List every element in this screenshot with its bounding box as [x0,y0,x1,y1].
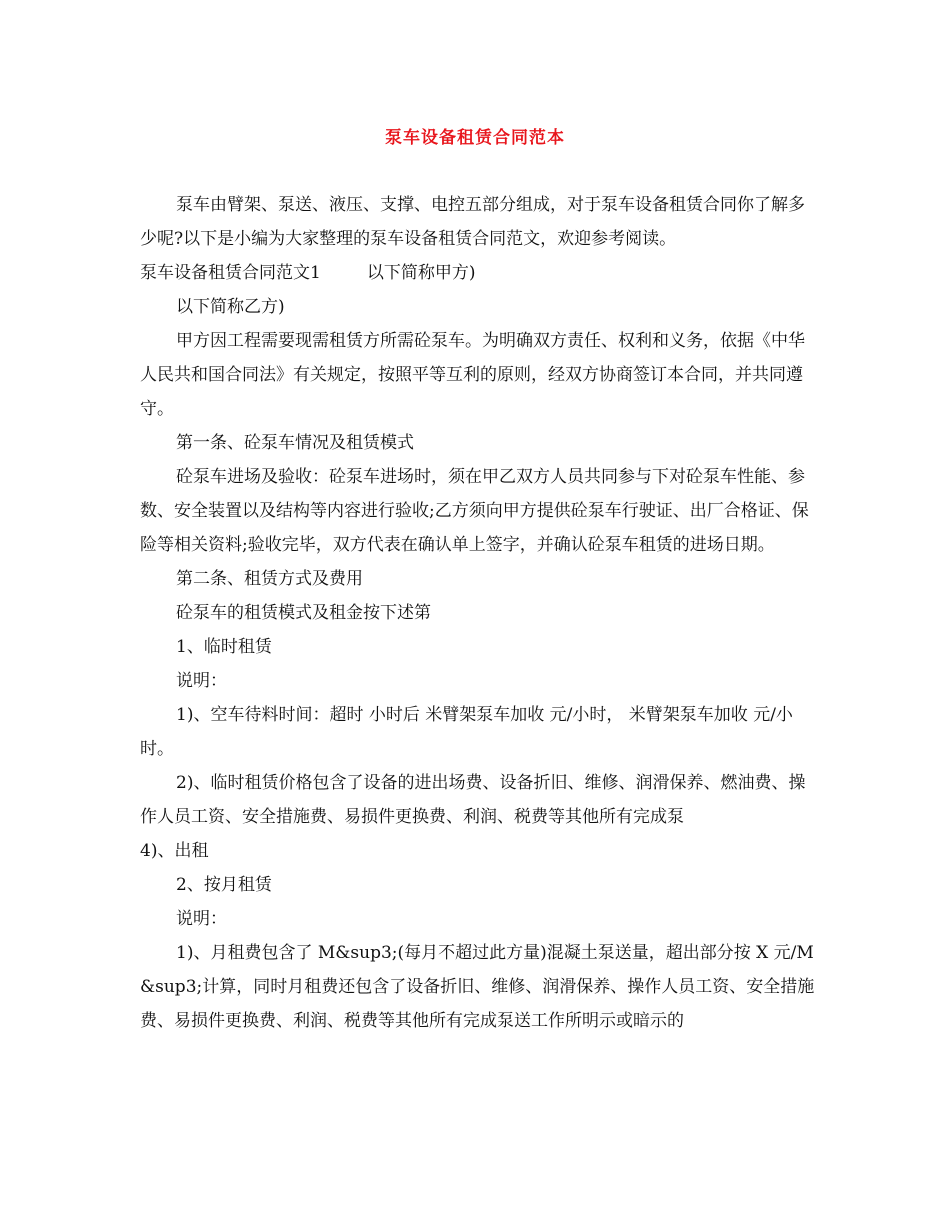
paragraph-idle-time: 1)、空车待料时间：超时 小时后 米臂架泵车加收 元/小时， 米臂架泵车加收 元/小时。 [140,705,793,759]
paragraph-rental-mode: 砼泵车的租赁模式及租金按下述第 [176,603,431,623]
paragraph-preamble: 甲方因工程需要现需租赁方所需砼泵车。为明确双方责任、权利和义务，依据《中华人民共和国合同法》有关规定，按照平等互利的原则，经双方协商签订本合同，并共同遵守。 [140,331,805,419]
paragraph-monthly-rental: 2、按月租赁 [176,875,272,895]
paragraph-intro: 泵车由臂架、泵送、液压、支撑、电控五部分组成，对于泵车设备租赁合同你了解多少呢?以下是小编为大家整理的泵车设备租赁合同范文，欢迎参考阅读。 [140,195,805,249]
document-title: 泵车设备租赁合同范本 [385,128,565,148]
paragraph-monthly-fee: 1)、月租费包含了 M&sup3;(每月不超过此方量)混凝土泵送量，超出部分按 X 元/M&sup3;计算，同时月租费还包含了设备折旧、维修、润滑保养、操作人员工资、安全措施费、易损件更换费、利润、税费等其他所有完成泵送工作所明示或暗示的 [140,943,815,1031]
paragraph-note-2: 说明： [176,909,227,929]
paragraph-heading-sample [140,256,820,290]
document-body [140,188,820,1038]
party-a-note: 以下简称甲方) [366,263,476,283]
sample-title: 泵车设备租赁合同范文1 [140,263,321,283]
paragraph-acceptance: 砼泵车进场及验收：砼泵车进场时，须在甲乙双方人员共同参与下对砼泵车性能、参数、安全装置以及结构等内容进行验收;乙方须向甲方提供砼泵车行驶证、出厂合格证、保险等相关资料;验收完毕，双方代表在确认单上签字，并确认砼泵车租赁的进场日期。 [140,467,809,555]
paragraph-article-1: 第一条、砼泵车情况及租赁模式 [176,433,414,453]
paragraph-lease-out: 4)、出租 [140,841,209,861]
paragraph-note-1: 说明： [176,671,227,691]
paragraph-temp-rental: 1、临时租赁 [176,637,272,657]
paragraph-temp-price: 2)、临时租赁价格包含了设备的进出场费、设备折旧、维修、润滑保养、燃油费、操作人员工资、安全措施费、易损件更换费、利润、税费等其他所有完成泵 [140,773,806,827]
paragraph-article-2: 第二条、租赁方式及费用 [176,569,363,589]
paragraph-party-b: 以下简称乙方) [176,297,285,317]
